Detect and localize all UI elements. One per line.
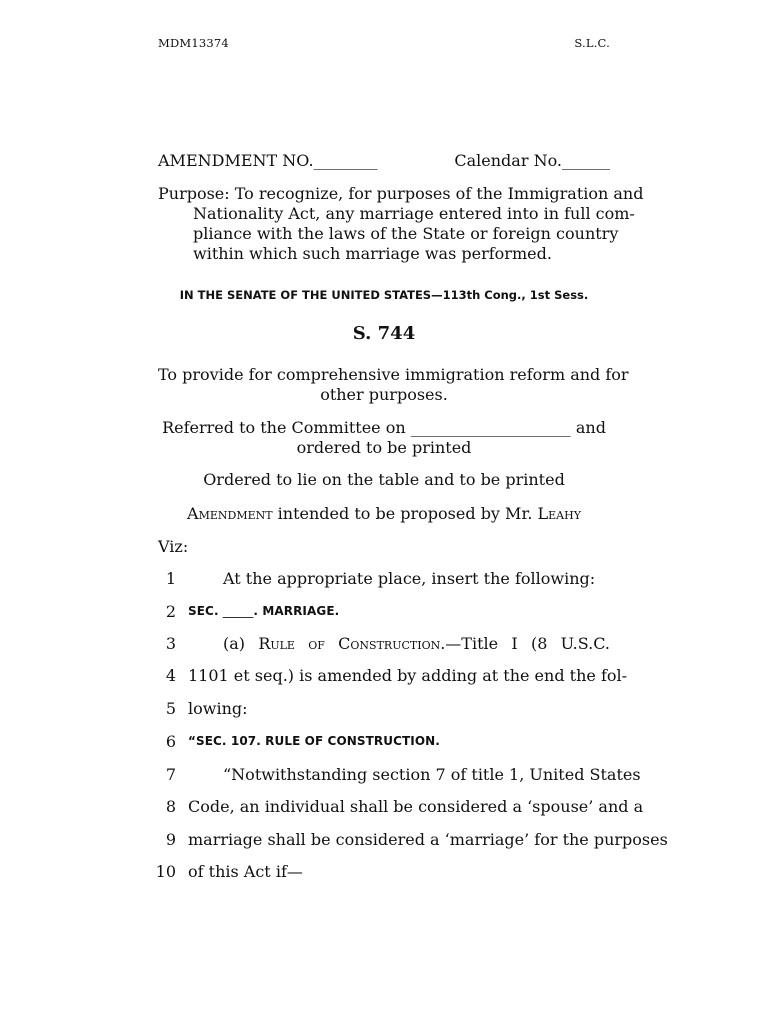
calendar-number-label: Calendar No. (454, 151, 562, 170)
line-3-text (223, 634, 610, 653)
line-number: 2 (165, 602, 176, 621)
amendment-word: Amendment (187, 504, 273, 523)
committee-blank: ____________________ (410, 418, 571, 437)
referred-suffix: and (575, 418, 606, 437)
sec-prefix: SEC. (188, 604, 219, 618)
bill-title-line-2: other purposes. (320, 385, 448, 404)
bill-number: S. 744 (352, 323, 416, 344)
subsection-heading: Rule of Construction (258, 634, 441, 653)
line-4-text: 1101 et seq.) is amended by adding at the end the fol- (188, 666, 628, 685)
line-number: 3 (165, 634, 176, 653)
line-number: 8 (165, 797, 176, 816)
subsection-a-label: (a) (223, 634, 246, 653)
line-number: 5 (165, 699, 176, 718)
section-107-heading: “SEC. 107. RULE OF CONSTRUCTION. (188, 734, 440, 748)
sec-suffix: . MARRIAGE. (253, 604, 340, 618)
purpose-line-3: pliance with the laws of the State or foreign country (193, 224, 619, 243)
purpose-line-2: Nationality Act, any marriage entered into in full com- (193, 204, 635, 223)
line-10-text: of this Act if— (188, 862, 303, 881)
senate-session-line: IN THE SENATE OF THE UNITED STATES—113th Cong., 1st Sess. (179, 288, 589, 302)
line-1-text: At the appropriate place, insert the following: (223, 569, 596, 588)
ordered-line: Ordered to lie on the table and to be printed (203, 470, 565, 489)
line-7-text: “Notwithstanding section 7 of title 1, United States (223, 765, 641, 784)
line-8-text: Code, an individual shall be considered a ‘spouse’ and a (188, 797, 644, 816)
line-9-text: marriage shall be considered a ‘marriage’ for the purposes (188, 830, 668, 849)
amendment-number-line (158, 151, 378, 171)
section-number-blank: _____ (222, 604, 254, 618)
line-5-text: lowing: (188, 699, 248, 718)
line-number: 6 (165, 732, 176, 751)
referred-prefix: Referred to the Committee on (162, 418, 406, 437)
proposed-line (158, 504, 610, 524)
purpose-line-4: within which such marriage was performed. (193, 244, 552, 263)
referred-line-2: ordered to be printed (296, 438, 472, 457)
calendar-number-line (454, 151, 610, 171)
proposed-middle: intended to be proposed by Mr. (277, 504, 533, 523)
sponsor-name: Leahy (537, 504, 581, 523)
line-number: 4 (165, 666, 176, 685)
bill-title-line-1: To provide for comprehensive immigration reform and for (158, 365, 629, 384)
amendment-number-label: AMENDMENT NO. (158, 151, 314, 170)
line-number: 10 (155, 862, 176, 881)
line-number: 1 (165, 569, 176, 588)
document-id: MDM13374 (158, 36, 229, 50)
line-number: 9 (165, 830, 176, 849)
office-code: S.L.C. (574, 36, 610, 50)
purpose-line-1: Purpose: To recognize, for purposes of the Immigration and (158, 184, 644, 203)
line-3-suffix: .—Title I (8 U.S.C. (440, 634, 611, 653)
line-number: 7 (165, 765, 176, 784)
section-heading-marriage (188, 604, 610, 618)
viz-label: Viz: (158, 537, 189, 556)
referred-line-1 (158, 418, 610, 438)
calendar-number-blank: ______ (562, 151, 610, 170)
amendment-number-blank: ________ (313, 151, 378, 170)
